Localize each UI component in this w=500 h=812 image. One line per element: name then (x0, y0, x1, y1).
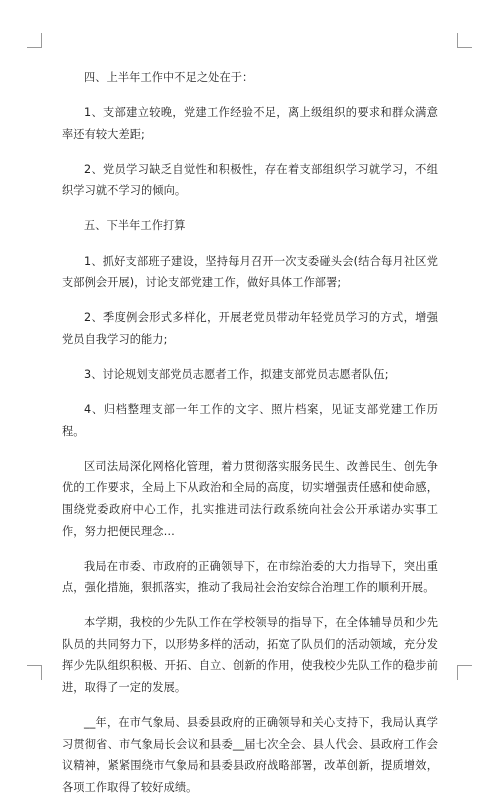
crop-mark-bottom-left (27, 665, 42, 680)
crop-mark-top-left (27, 33, 42, 48)
paragraph-shortcomings-heading: 四、上半年工作中不足之处在于： (84, 71, 254, 84)
paragraph-justice-bureau: 区司法局深化网格化管理，着力贯彻落实服务民生、改善民生、创先争优的工作要求，全局上下从政治和全局的高度，切实增强责任感和使命感，围绕党委政府中心工作，扎实推进司法行政系统向社会公开承诺办实事工作，努力把便民理念… (62, 459, 438, 538)
document-body (62, 67, 438, 812)
crop-mark-top-right (457, 33, 472, 48)
paragraph-plan-3: 3、讨论规划支部党员志愿者工作，拟建支部党员志愿者队伍; (84, 367, 389, 381)
paragraph-plan-4: 4、归档整理支部一年工作的文字、照片档案，见证支部党建工作历程。 (62, 403, 438, 438)
paragraph-plan-1: 1、抓好支部班子建设，坚持每月召开一次支委碰头会(结合每月社区党支部例会开展)，讨论支部党建工作，做好具体工作部署; (62, 254, 438, 290)
paragraph-plan-2: 2、季度例会形式多样化，开展老党员带动年轻党员学习的方式，增强党员自我学习的能力; (62, 311, 438, 346)
crop-mark-bottom-right (457, 665, 472, 680)
paragraph-plan-heading: 五、下半年工作打算 (84, 219, 186, 233)
paragraph-public-security: 我局在市委、市政府的正确领导下，在市综治委的大力指导下，突出重点，强化措施，狠抓落实，推动了我局社会治安综合治理工作的顺利开展。 (62, 559, 438, 595)
paragraph-shortcoming-1: 1、支部建立较晚，党建工作经验不足，离上级组织的要求和群众满意率还有较大差距; (62, 106, 438, 141)
paragraph-meteorology: __年，在市气象局、县委县政府的正确领导和关心支持下，我局认真学习贯彻省、市气象局长会议和县委__届七次全会、县人代会、县政府工作会议精神，紧紧围绕市气象局和县委县政府战略部署，改革创新，提质增效，各项工作取得了较好成绩。 (62, 716, 438, 794)
paragraph-young-pioneers: 本学期，我校的少先队工作在学校领导的指导下，在全体辅导员和少先队员的共同努力下，以形势多样的活动，拓宽了队员们的活动领域，充分发挥少先队组织积极、开拓、自立、创新的作用，使我校少先队工作的稳步前进，取得了一定的发展。 (62, 616, 438, 695)
paragraph-shortcoming-2: 2、党员学习缺乏自觉性和积极性，存在着支部组织学习就学习，不组织学习就不学习的倾向。 (62, 162, 438, 198)
